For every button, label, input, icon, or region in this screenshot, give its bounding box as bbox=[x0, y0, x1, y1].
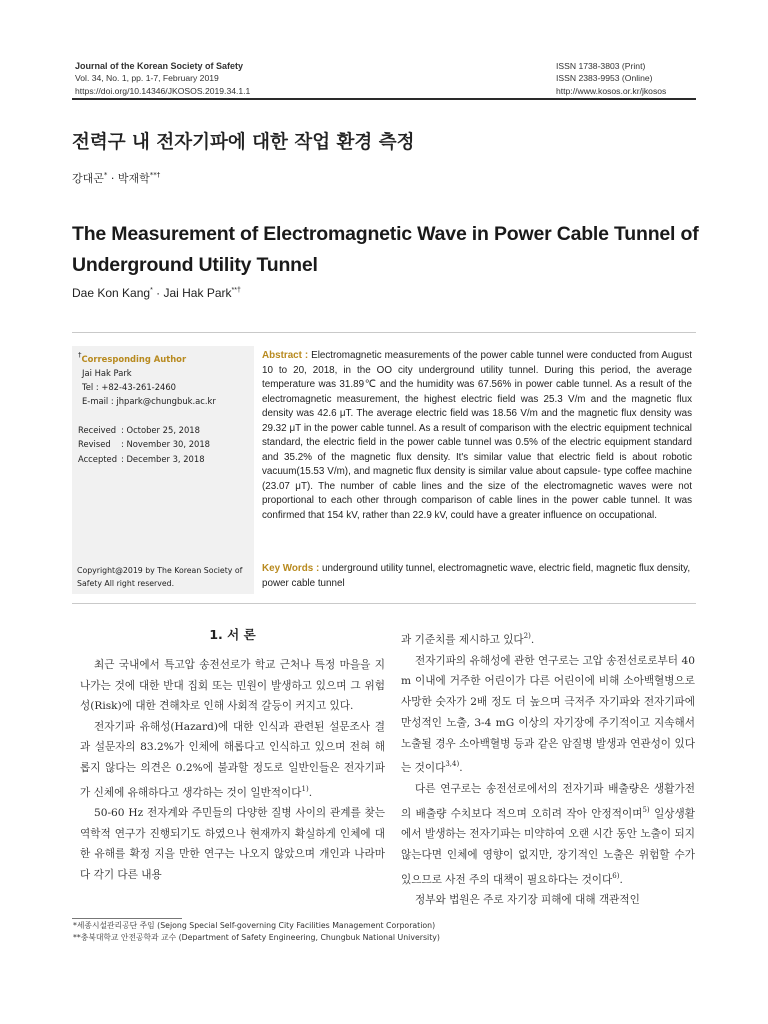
paragraph-2 bbox=[80, 717, 385, 803]
received-label: Received bbox=[78, 425, 117, 435]
accepted-date: : December 3, 2018 bbox=[121, 453, 205, 464]
paragraph-3-cont-end: . bbox=[530, 634, 535, 646]
received-date: : October 25, 2018 bbox=[121, 425, 200, 435]
body-left-column bbox=[80, 655, 385, 886]
paragraph-4-text: 전자기파의 유해성에 관한 연구로는 고압 송전선로로부터 40 m 이내에 거주한 어린이가 다른 어린이에 비해 소아백혈병으로 사망한 숫자가 2배 정도 더 높으며 극저주 자기파와 전자기파에 만성적인 노출, 3-4 mG 이상의 자기장에 주기적이고 지속해서 노출될 경우 소아백혈병 등과 같은 암질병 발생과 연관성이 있다는 것이다 bbox=[401, 654, 695, 775]
journal-name: Journal of the Korean Society of Safety bbox=[75, 61, 244, 71]
paragraph-5 bbox=[401, 779, 695, 891]
copyright-notice: Copyright@2019 by The Korean Society of Safety All right reserved. bbox=[77, 566, 243, 588]
author-2-en: Jai Hak Park bbox=[163, 286, 232, 300]
received-row bbox=[78, 423, 210, 437]
revised-row bbox=[78, 437, 210, 451]
corresponding-email[interactable]: E-mail : jhpark@chungbuk.ac.kr bbox=[82, 395, 216, 406]
journal-issn-info bbox=[556, 60, 696, 97]
paragraph-3-cont-text: 과 기준치를 제시하고 있다 bbox=[401, 634, 524, 646]
accepted-row bbox=[78, 452, 210, 466]
paragraph-5-text-b: 일상생활에서 발생하는 전자기파는 미약하여 오랜 시간 동안 노출이 되지 않는다면 인체에 영향이 없지만, 장기적인 노출은 위험할 수가 있으므로 사전 주의 대책이 필요하다는 것이다 bbox=[401, 807, 695, 886]
section-1-title: 1. 서 론 bbox=[209, 627, 256, 642]
footnotes bbox=[73, 920, 440, 945]
footnote-2: **충북대학교 안전공학과 교수 (Department of Safety Engineering, Chungbuk National University) bbox=[73, 933, 440, 943]
korean-title: 전력구 내 전자기파에 대한 작업 환경 측정 bbox=[72, 132, 415, 153]
korean-authors bbox=[72, 170, 160, 186]
keywords-label: Key Words : bbox=[262, 563, 320, 574]
author-separator-en: · bbox=[152, 286, 164, 300]
revised-label: Revised bbox=[78, 439, 111, 450]
paragraph-1: 최근 국내에서 특고압 송전선로가 학교 근처나 특정 마을을 지나가는 것에 대한 반대 집회 또는 민원이 발생하고 있으며 그 위험성(Risk)에 대한 견해차로 인해 사회적 갈등이 커지고 있다. bbox=[80, 659, 385, 713]
author-1-en: Dae Kon Kang bbox=[72, 286, 151, 300]
author-2-en-mark: **† bbox=[231, 287, 241, 294]
corresponding-author-block bbox=[78, 349, 253, 409]
author-2-kr-mark: **† bbox=[149, 171, 161, 179]
corresponding-tel: Tel : +82-43-261-2460 bbox=[82, 381, 177, 392]
citation-3-4: 3,4) bbox=[445, 760, 460, 769]
author-1-en-mark: * bbox=[150, 287, 153, 294]
citation-6: 6) bbox=[612, 871, 620, 880]
citation-2: 2) bbox=[523, 632, 531, 640]
author-2-kr: 박재학 bbox=[117, 172, 150, 185]
author-1-kr-mark: * bbox=[103, 171, 108, 179]
accepted-label: Accepted bbox=[78, 453, 118, 464]
abstract-bottom-rule bbox=[72, 603, 696, 604]
english-title: The Measurement of Electromagnetic Wave in Power Cable Tunnel of Underground Utility Tunnel bbox=[72, 223, 699, 276]
paragraph-2-end: . bbox=[308, 786, 313, 799]
journal-volume: Vol. 34, No. 1, pp. 1-7, February 2019 bbox=[75, 73, 219, 84]
abstract bbox=[262, 349, 692, 523]
paragraph-5-end: . bbox=[619, 873, 623, 886]
paragraph-6: 정부와 법원은 주로 자기장 피해에 대해 객관적인 bbox=[415, 894, 640, 907]
journal-info bbox=[75, 60, 250, 97]
paragraph-2-text: 전자기파 유해성(Hazard)에 대한 인식과 관련된 설문조사 결과 설문자의 83.2%가 인체에 해롭다고 인식하고 있으며 전혀 해롭지 않다는 의견은 0.2%에 불과할 정도로 일반인들은 전자기파가 신체에 유해하다고 생각하는 것이 일반적이다 bbox=[80, 720, 385, 799]
paragraph-5-text-a: 다른 연구로는 송전선로에서의 전자기파 배출량은 생활가전의 배출량 수치보다 적으며 오히려 작아 안정적이며 bbox=[401, 782, 695, 820]
header-rule bbox=[72, 98, 696, 100]
abstract-label: Abstract : bbox=[262, 350, 309, 361]
paragraph-4-end: . bbox=[459, 762, 463, 775]
author-separator: · bbox=[107, 172, 118, 185]
corresponding-mark: † bbox=[78, 351, 82, 359]
issn-print: ISSN 1738-3803 (Print) bbox=[556, 61, 646, 71]
corresponding-name: Jai Hak Park bbox=[82, 367, 132, 378]
footnote-rule bbox=[72, 918, 182, 919]
abstract-text: Electromagnetic measurements of the power cable tunnel were conducted from August 10 to 20, 2018, in the OO city underground utility tunnel. During this period, the average temperature was 31.89℃ and the humidity was 67.56% in power cable tunnel. As a result of the electromagnetic measurement, the highest electric field was 25.3 V/m and the magnetic flux density was 42.6 μT. The average electric field was 18.56 V/m and the magnetic flux density was 29.32 μT in the power cable tunnel. As a result of comparison with the electric equipment technical standard, the electric field in the power cable tunnel was 0.5% of the electric equipment standard and 35.2% of the magnetic flux density. It's similar value that electric field is about robotic vacuum(15.53 V/m), and magnetic flux density is similar value about capsule- type coffee machine (23.07 μT). The number of cable lines and the size of the electromagnetic waves were not proportional to each other through comparison of cable lines in the power cable tunnel. It was confirmed that 154 kV, rather than 22.9 kV, could have a greater influence on occupational. bbox=[262, 350, 692, 521]
journal-header bbox=[72, 60, 696, 100]
citation-5: 5) bbox=[642, 805, 650, 814]
keywords bbox=[262, 562, 692, 591]
paragraph-3-continued bbox=[401, 626, 695, 651]
revised-date: : November 30, 2018 bbox=[121, 439, 211, 450]
corresponding-heading: Corresponding Author bbox=[81, 354, 187, 364]
footnote-1: *세종시설관리공단 주임 (Sejong Special Self-governing City Facilities Management Corporation) bbox=[73, 921, 436, 930]
paragraph-3: 50-60 Hz 전자계와 주민들의 다양한 질병 사이의 관계를 찾는 역학적 연구가 진행되기도 하였으나 현재까지 확실하게 인체에 대한 유해를 확정 지을 만한 연구는 나오지 않았으며 개인과 나라마다 각기 다른 내용 bbox=[80, 807, 385, 881]
abstract-top-rule bbox=[72, 332, 696, 333]
paragraph-4 bbox=[401, 651, 695, 779]
body-right-column bbox=[401, 626, 695, 911]
author-1-kr: 강대곤 bbox=[72, 172, 104, 185]
journal-doi[interactable]: https://doi.org/10.14346/JKOSOS.2019.34.1.1 bbox=[75, 85, 251, 96]
english-authors bbox=[72, 286, 241, 300]
keywords-text: underground utility tunnel, electromagnetic wave, electric field, magnetic flux density, power cable tunnel bbox=[262, 563, 691, 589]
issn-online: ISSN 2383-9953 (Online) bbox=[556, 73, 653, 84]
article-dates bbox=[78, 423, 210, 466]
journal-website[interactable]: http://www.kosos.or.kr/jkosos bbox=[556, 85, 667, 96]
citation-1: 1) bbox=[301, 784, 309, 793]
